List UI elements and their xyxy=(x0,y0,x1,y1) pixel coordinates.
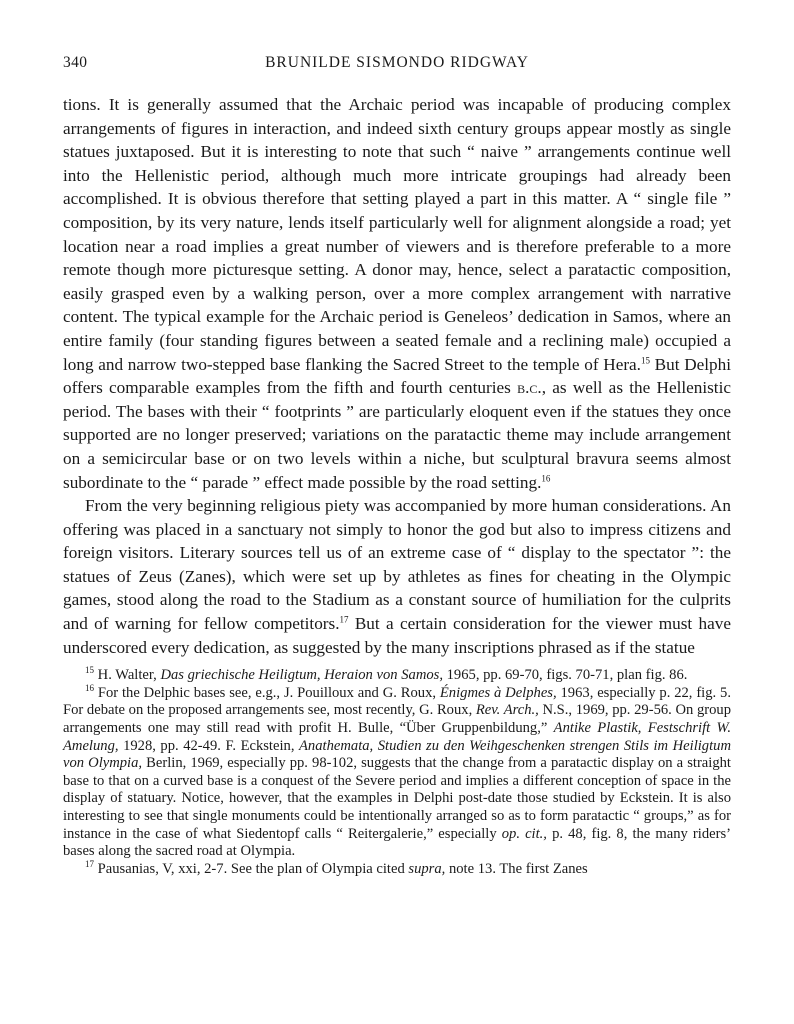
era-abbreviation: b.c. xyxy=(517,378,542,398)
footnote-text: For the Delphic bases see, e.g., J. Pouilloux and G. Roux, xyxy=(94,684,440,701)
paragraph-1 xyxy=(63,93,731,494)
footnote-text: 1965, pp. 69-70, figs. 70-71, plan fig. 86. xyxy=(442,667,688,684)
footnote-number: 16 xyxy=(85,682,94,693)
paragraph-1-text-cont: But Delphi offers comparable examples from the fifth and fourth centuries xyxy=(63,354,731,398)
footnote-15 xyxy=(63,667,731,685)
footnote-number: 17 xyxy=(85,858,94,869)
book-title: Das griechische Heiligtum, Heraion von Samos, xyxy=(160,667,443,684)
book-title: Énigmes à Delphes, xyxy=(439,684,557,701)
citation-abbreviation: supra, xyxy=(408,860,446,877)
page-number: 340 xyxy=(63,54,88,71)
footnote-ref-15: 15 xyxy=(640,354,650,365)
book-title: Anathemata, Studien zu den Weihgeschenken strengen Stils im Heiligtum von Olympia, xyxy=(63,737,731,772)
running-title: BRUNILDE SISMONDO RIDGWAY xyxy=(265,54,529,71)
citation-abbreviation: op. cit., xyxy=(501,825,547,842)
footnote-text: Berlin, 1969, especially pp. 98-102, suggests that the change from a paratactic display on a straight base to that on a curved base is a conquest of the Severe period and implies a different conception of space in the display of statuary. Notice, however, that the examples in Delphi post-date those studied by Eckstein. It is also interesting to see that single monuments could be intentionally arranged so as to form paratactic “ groups,” as for instance in the case of what Siedentopf calls “ Reitergalerie,” especially xyxy=(63,755,731,842)
document-page xyxy=(63,48,731,878)
running-header xyxy=(63,48,731,72)
footnote-text: p. 48, fig. 8, the many riders’ bases along the sacred road at Olympia. xyxy=(63,825,731,860)
paragraph-2 xyxy=(63,494,731,659)
journal-title: Rev. Arch., xyxy=(475,702,539,719)
footnote-text: note 13. The first Zanes xyxy=(445,860,588,877)
paragraph-1-text: tions. It is generally assumed that the Archaic period was incapable of producing complex arrangements of figures in interaction, and indeed sixth century groups appear mostly as single statues juxtaposed. But it is interesting to note that such “ naive ” arrangements continue well into the Hellenistic period, although much more intricate groupings had already been accomplished. It is obvious therefore that setting played a part in this matter. A “ single file ” composition, by its very nature, lends itself particularly well for alignment alongside a road; yet location near a road implies a great number of viewers and is therefore preferable to a more remote though more picturesque setting. A donor may, hence, select a paratactic composition, easily grasped even by a walking person, over a more complex arrangement with narrative content. The typical example for the Archaic period is Geneleos’ dedication in Samos, where an entire family (four standing figures between a seated female and a reclining male) occupied a long and narrow two-stepped base flanking the Sacred Street to the temple of Hera. xyxy=(63,95,731,374)
paragraph-1-text-end: , as well as the Hellenistic period. The bases with their “ footprints ” are particularly eloquent even if the statues they once supported are no longer preserved; variations on the paratactic theme may include arrangement on a semicircular base or on two levels within a niche, but sculptural bravura seems almost subordinate to the “ parade ” effect made possible by the road setting. xyxy=(63,378,731,492)
footnote-number: 15 xyxy=(85,665,94,676)
footnote-17 xyxy=(63,858,731,879)
footnote-text: 1963, especially p. 22, fig. 5. For debate on the proposed arrangements see, most recently, G. Roux, xyxy=(63,684,731,719)
main-text xyxy=(63,93,731,659)
footnote-text: Pausanias, V, xxi, 2-7. See the plan of Olympia cited xyxy=(94,860,409,877)
book-title: Antike Plastik, Festschrift W. Amelung, xyxy=(63,720,731,754)
footnotes xyxy=(63,667,731,878)
paragraph-2-text-end: But a certain consideration for the viewer must have underscored every dedication, as suggested by the many inscriptions phrased as if the statue xyxy=(63,614,731,657)
paragraph-2-text: From the very beginning religious piety was accompanied by more human considerations. An offering was placed in a sanctuary not simply to honor the god but also to impress citizens and foreign visitors. Literary sources tell us of an extreme case of “ display to the spectator ”: the statues of Zeus (Zanes), which were set up by athletes as fines for cheating in the Olympic games, stood along the road to the Stadium as a constant source of humiliation for the culprits and of warning for fellow competitors. xyxy=(63,496,731,634)
footnote-16 xyxy=(63,682,731,861)
footnote-text: N.S., 1969, pp. 29-56. On group arrangements one may still read with profit H. Bulle, “Über Gruppenbildung,” xyxy=(63,702,731,737)
footnote-text: H. Walter, xyxy=(94,667,161,684)
footnote-ref-16: 16 xyxy=(541,472,551,483)
footnote-ref-17: 17 xyxy=(339,614,349,625)
footnote-text: 1928, pp. 42-49. F. Eckstein, xyxy=(118,737,300,754)
